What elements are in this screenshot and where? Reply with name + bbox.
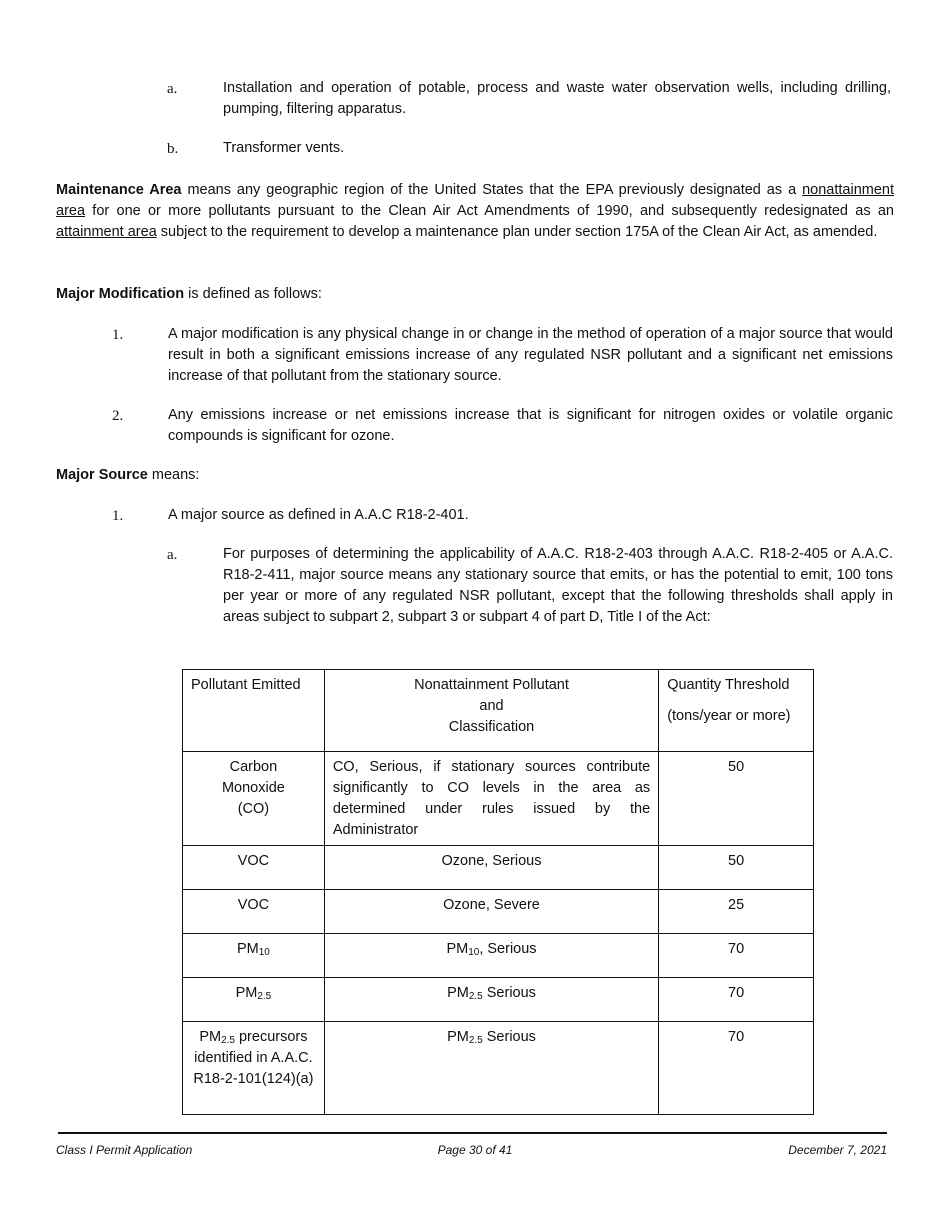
list-item-text: A major source as defined in A.A.C R18-2-401. <box>168 507 469 523</box>
definition-term: Major Source <box>56 467 148 483</box>
table-cell: 50 <box>659 752 814 846</box>
table-cell: VOC <box>183 890 325 934</box>
list-item-text: For purposes of determining the applicability of A.A.C. R18-2-403 through A.A.C. R18-2-405 or A.A.C. R18-2-411, major source means any stationary source that emits, or has the potential to emit, 100 tons per year or more of any regulated NSR pollutant, except that the following thresholds shall apply in areas subject to subpart 2, subpart 3 or subpart 4 of part D, Title I of the Act: <box>223 546 893 625</box>
table-cell: Ozone, Serious <box>324 846 658 890</box>
table-row <box>183 934 814 978</box>
table-cell: $PM_{2.5}$ Serious <box>324 1022 658 1115</box>
footer-date: December 7, 2021 <box>788 1143 887 1157</box>
maintenance-area-definition: Maintenance Area means any geographic region of the United States that the EPA previously designated as a nonattainment area for one or more pollutants pursuant to the Clean Air Act Amendments of 1990, and subsequently redesignated as an attainment area subject to the requirement to develop a maintenance plan under section 175A of the Clean Air Act, as amended. <box>56 182 895 240</box>
table-row <box>183 978 814 1022</box>
list-marker: a. <box>167 81 178 97</box>
major-source-heading: Major Source means: <box>56 467 200 483</box>
list-item-text: A major modification is any physical change in or change in the method of operation of a major source that would result in both a significant emissions increase of any regulated NSR pollutant and a significant net emissions increase of that pollutant from the stationary source. <box>168 326 893 384</box>
table-header-cell: Quantity Threshold (tons/year or more) <box>659 670 814 752</box>
table-row <box>183 890 814 934</box>
list-marker: 1. <box>112 327 124 343</box>
table-cell: $PM_{2.5}$ Serious <box>324 978 658 1022</box>
table-cell: CO, Serious, if stationary sources contribute significantly to CO levels in the area as determined under rules issued by the Administrator <box>324 752 658 846</box>
list-item-text: Installation and operation of potable, process and waste water observation wells, including drilling, pumping, filtering apparatus. <box>223 80 891 117</box>
list-marker: 2. <box>112 408 124 424</box>
table-header-cell: Nonattainment Pollutant and Classification <box>324 670 658 752</box>
footer-document-title: Class I Permit Application <box>56 1143 193 1157</box>
list-marker: b. <box>167 141 179 157</box>
table-cell: VOC <box>183 846 325 890</box>
nonattainment-area-link[interactable]: nonattainment area <box>56 182 895 219</box>
table-row <box>183 752 814 846</box>
major-modification-heading: Major Modification is defined as follows: <box>56 286 322 302</box>
table-row <box>183 846 814 890</box>
thresholds-table <box>182 669 814 1115</box>
table-row <box>183 1022 814 1115</box>
footer-page-number: Page 30 of 41 <box>437 1143 513 1157</box>
table-cell: $PM_{2.5}$ precursors identified in A.A.C. R18-2-101(124)(a) <box>183 1022 325 1115</box>
table-cell: 70 <box>659 978 814 1022</box>
table-cell: $PM_{10}$, Serious <box>324 934 658 978</box>
footer-divider <box>58 1132 887 1134</box>
definition-term: Maintenance Area <box>56 182 182 198</box>
table-cell: Carbon Monoxide (CO) <box>183 752 325 846</box>
table-header-cell: Pollutant Emitted <box>183 670 325 752</box>
list-item-text: Any emissions increase or net emissions increase that is significant for nitrogen oxides or volatile organic compounds is significant for ozone. <box>168 407 893 444</box>
list-marker: 1. <box>112 508 124 524</box>
list-marker: a. <box>167 547 178 563</box>
table-cell: 70 <box>659 934 814 978</box>
table-header-row <box>183 670 814 752</box>
table-cell: Ozone, Severe <box>324 890 658 934</box>
list-item-text: Transformer vents. <box>223 140 345 156</box>
table-cell: 25 <box>659 890 814 934</box>
table-cell: 70 <box>659 1022 814 1115</box>
attainment-area-link[interactable]: attainment area <box>56 224 157 240</box>
table-cell: $PM_{2.5}$ <box>183 978 325 1022</box>
definition-term: Major Modification <box>56 286 185 302</box>
table-cell: $PM_{10}$ <box>183 934 325 978</box>
table-cell: 50 <box>659 846 814 890</box>
